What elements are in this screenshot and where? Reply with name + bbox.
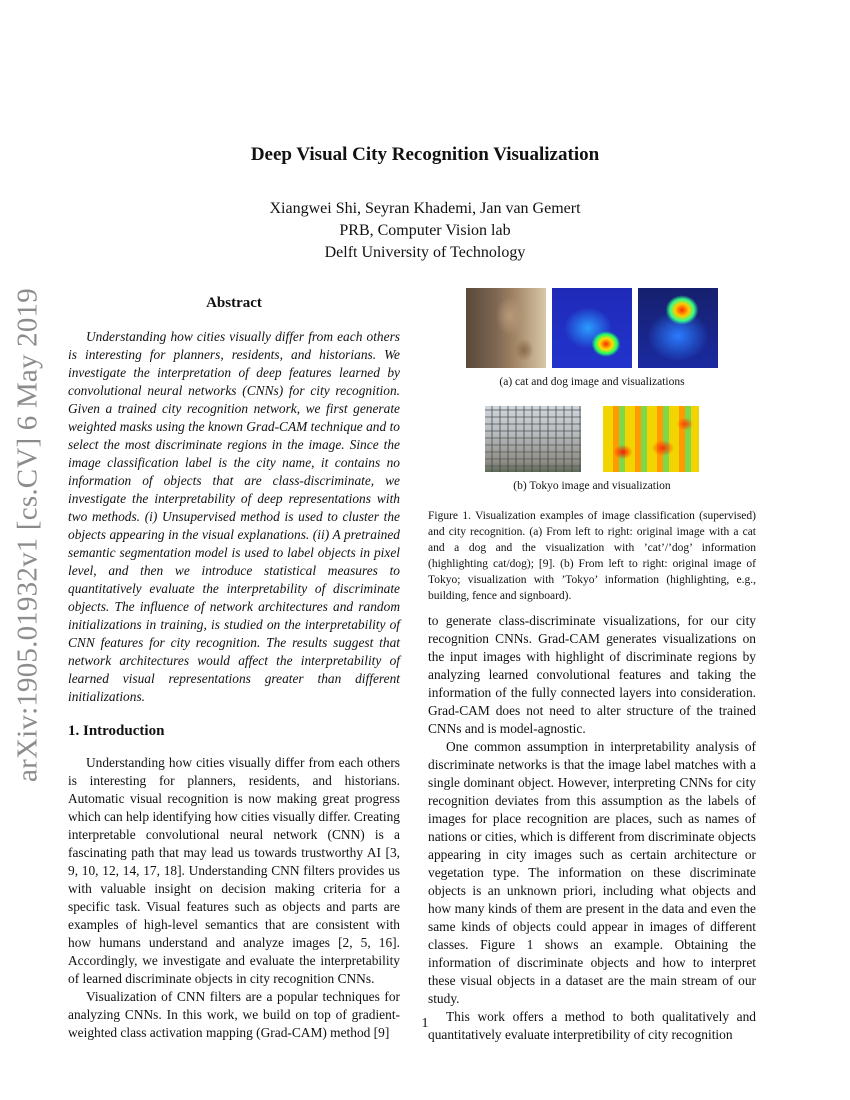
abstract-text: Understanding how cities visually differ from each others is interesting for planners, residents, and historians. We investigate the interpretation of deep features learned by convolutional neural networks (CNNs) for city recognition. Given a trained city recognition network, we first generate weighted masks using the known Grad-CAM technique and to select the most discriminate regions in the image. Since the image classification label is the city name, it contains no information of objects that are class-discriminate, we investigate the interpretability of deep representations with two methods. (i) Unsupervised method is used to cluster the objects appearing in the visual explanations. (ii) A pretrained semantic segmentation model is used to label objects in pixel level, and then we introduce statistical measures to quantitatively evaluate the interpretability of discriminate objects. The influence of network architectures and random initializations in training, is studied on the interpretability of CNN features for city recognition. The results suggest that network architectures would affect the interpretability of learned visual representations greater than different initializations. <box>68 329 400 704</box>
page-number: 1 <box>421 1016 429 1031</box>
intro-paragraph-2: Visualization of CNN filters are a popular techniques for analyzing CNNs. In this work, we build on top of gradient-weighted class activation mapping (Grad-CAM) method [9] <box>68 989 400 1040</box>
tokyo-photo <box>485 406 581 472</box>
author-university: Delft University of Technology <box>324 244 526 261</box>
paper-title: Deep Visual City Recognition Visualization <box>250 144 600 165</box>
arxiv-identifier: arXiv:1905.01932v1 [cs.CV] 6 May 2019 <box>11 288 44 782</box>
cat-dog-photo <box>466 288 546 368</box>
figure-1 <box>428 288 756 604</box>
cat-heatmap <box>552 288 632 368</box>
left-column <box>68 292 400 1042</box>
author-names: Xiangwei Shi, Seyran Khademi, Jan van Gemert <box>269 200 581 217</box>
right-paragraph-2: One common assumption in interpretability analysis of discriminate networks is that the image label matches with a single dominant object. However, interpreting CNNs for city recognition deviates from this assumption as the labels of images for place recognition are places, such as names of nations or cities, which is different from discriminate objects appearing in city images such as certain architecture or vegetation type. The information on these discriminate objects is an unknown priori, including what objects and how many kinds of them are present in the data and even the same kinds of objects could appear in images of different classes. Figure 1 shows an example. Obtaining the information of discriminate objects and how to interpret these visual objects in a dataset are the main stream of our study. <box>428 739 756 1006</box>
author-lab: PRB, Computer Vision lab <box>339 222 511 239</box>
figure-1a-images <box>428 288 756 368</box>
subcaption-b: (b) Tokyo image and visualization <box>513 480 671 492</box>
tokyo-heatmap <box>603 406 699 472</box>
figure-1b-images <box>428 406 756 472</box>
author-block <box>0 198 850 264</box>
dog-heatmap <box>638 288 718 368</box>
right-paragraph-1: to generate class-discriminate visualizations, for our city recognition CNNs. Grad-CAM generates visualizations on the input images with highlight of discriminate regions by analyzing learned convolutional features and taking the information of the fully connected layers into consideration. Grad-CAM does not need to alter structure of the trained CNNs and is model-agnostic. <box>428 613 756 736</box>
figure-caption: Figure 1. Visualization examples of image classification (supervised) and city recognition. (a) From left to right: original image with a cat and a dog and the visualization with ’cat’/’dog’ information (highlighting cat/dog); [9]. (b) From left to right: original image of Tokyo; visualization with ’Tokyo’ information (highlighting, e.g., building, fence and signboard). <box>428 510 756 602</box>
right-paragraph-3: This work offers a method to both qualitatively and quantitatively evaluate interpretibility of city recognition <box>428 1009 756 1042</box>
introduction-heading: 1. Introduction <box>68 723 165 739</box>
right-column <box>428 288 756 1044</box>
abstract-heading: Abstract <box>206 295 262 311</box>
subcaption-a: (a) cat and dog image and visualizations <box>499 376 685 388</box>
intro-paragraph-1: Understanding how cities visually differ from each others is interesting for planners, residents, and historians. Automatic visual recognition is now making great progress which can help identifying how cities visually differ. Creating interpretable convolutional neural network (CNN) is a fascinating path that may lead us towards trustworthy AI [3, 9, 10, 12, 14, 17, 18]. Understanding CNN filters provides us with valuable insight on decision making criteria for a specific task. Visual features such as objects and parts are examples of high-level semantics that are consistent with how humans understand and analyze images [2, 5, 16]. Accordingly, we investigate and evaluate the interpretability of learned discriminate objects in city recognition CNNs. <box>68 755 400 986</box>
arxiv-stamp <box>6 290 50 780</box>
